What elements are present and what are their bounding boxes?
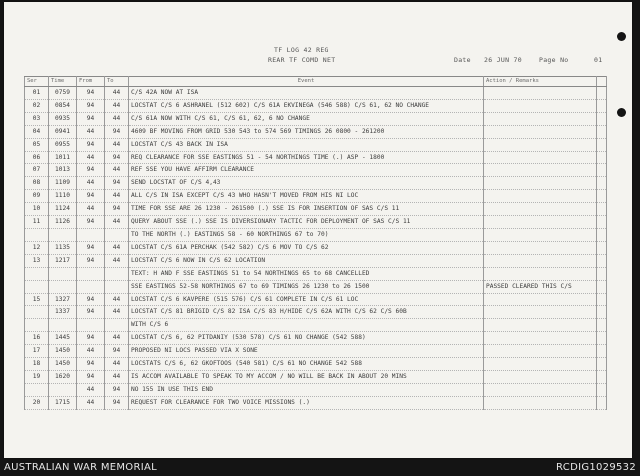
time-cell: 0759 bbox=[49, 87, 77, 100]
serial-cell bbox=[25, 280, 49, 293]
serial-cell: 11 bbox=[25, 216, 49, 229]
to-cell: 44 bbox=[105, 99, 129, 112]
blank-cell bbox=[597, 151, 607, 164]
from-cell: 44 bbox=[77, 383, 105, 396]
to-cell: 44 bbox=[105, 358, 129, 371]
remarks-cell bbox=[484, 254, 597, 267]
blank-cell bbox=[597, 254, 607, 267]
serial-cell: 01 bbox=[25, 87, 49, 100]
from-cell: 44 bbox=[77, 203, 105, 216]
serial-cell: 20 bbox=[25, 396, 49, 409]
remarks-cell bbox=[484, 203, 597, 216]
from-cell: 94 bbox=[77, 190, 105, 203]
date-value: 26 JUN 70 bbox=[484, 56, 522, 64]
blank-cell bbox=[597, 99, 607, 112]
header-extra bbox=[597, 77, 607, 87]
serial-cell: 02 bbox=[25, 99, 49, 112]
remarks-cell bbox=[484, 293, 597, 306]
serial-cell bbox=[25, 267, 49, 280]
to-cell: 44 bbox=[105, 138, 129, 151]
serial-cell bbox=[25, 319, 49, 332]
remarks-cell bbox=[484, 396, 597, 409]
remarks-cell bbox=[484, 99, 597, 112]
blank-cell bbox=[597, 138, 607, 151]
serial-cell: 16 bbox=[25, 332, 49, 345]
from-cell: 94 bbox=[77, 216, 105, 229]
table-row bbox=[25, 228, 607, 241]
remarks-cell bbox=[484, 358, 597, 371]
time-cell: 1110 bbox=[49, 190, 77, 203]
time-cell: 1450 bbox=[49, 345, 77, 358]
table-row bbox=[25, 241, 607, 254]
from-cell: 94 bbox=[77, 138, 105, 151]
to-cell: 44 bbox=[105, 370, 129, 383]
table-row bbox=[25, 280, 607, 293]
blank-cell bbox=[597, 293, 607, 306]
to-cell bbox=[105, 267, 129, 280]
from-cell: 94 bbox=[77, 293, 105, 306]
serial-cell: 18 bbox=[25, 358, 49, 371]
table-row bbox=[25, 138, 607, 151]
event-cell: LOCSTAT C/S 6 ASHRANEL (512 602) C/S 61A EKVINEGA (546 588) C/S 61, 62 NO CHANGE bbox=[129, 99, 484, 112]
serial-cell: 04 bbox=[25, 125, 49, 138]
time-cell bbox=[49, 280, 77, 293]
to-cell bbox=[105, 228, 129, 241]
remarks-cell bbox=[484, 306, 597, 319]
time-cell: 1450 bbox=[49, 358, 77, 371]
to-cell: 44 bbox=[105, 164, 129, 177]
serial-cell bbox=[25, 306, 49, 319]
to-cell: 44 bbox=[105, 332, 129, 345]
table-header-row bbox=[25, 77, 607, 87]
time-cell: 1715 bbox=[49, 396, 77, 409]
event-cell: LOCSTAT C/S 6, 62 PITDANIY (530 578) C/S 61 NO CHANGE (542 588) bbox=[129, 332, 484, 345]
time-cell: 1327 bbox=[49, 293, 77, 306]
to-cell: 44 bbox=[105, 216, 129, 229]
from-cell: 94 bbox=[77, 306, 105, 319]
serial-cell: 13 bbox=[25, 254, 49, 267]
time-cell: 1217 bbox=[49, 254, 77, 267]
blank-cell bbox=[597, 332, 607, 345]
event-cell: PROPOSED NI LOCS PASSED VIA X SONE bbox=[129, 345, 484, 358]
blank-cell bbox=[597, 280, 607, 293]
time-cell bbox=[49, 383, 77, 396]
to-cell bbox=[105, 280, 129, 293]
blank-cell bbox=[597, 125, 607, 138]
time-cell: 1445 bbox=[49, 332, 77, 345]
blank-cell bbox=[597, 87, 607, 100]
event-cell: SEND LOCSTAT OF C/S 4,43 bbox=[129, 177, 484, 190]
serial-cell: 15 bbox=[25, 293, 49, 306]
event-cell: REF SSE YOU HAVE AFFIRM CLEARANCE bbox=[129, 164, 484, 177]
event-cell: QUERY ABOUT SSE (.) SSE IS DIVERSIONARY TACTIC FOR DEPLOYMENT OF SAS C/S 11 bbox=[129, 216, 484, 229]
remarks-cell bbox=[484, 345, 597, 358]
table-row bbox=[25, 99, 607, 112]
from-cell: 44 bbox=[77, 396, 105, 409]
table-row bbox=[25, 293, 607, 306]
to-cell: 94 bbox=[105, 125, 129, 138]
table-row bbox=[25, 358, 607, 371]
to-cell: 94 bbox=[105, 396, 129, 409]
event-cell: NO 155 IN USE THIS END bbox=[129, 383, 484, 396]
serial-cell: 06 bbox=[25, 151, 49, 164]
table-row bbox=[25, 345, 607, 358]
remarks-cell bbox=[484, 370, 597, 383]
to-cell: 94 bbox=[105, 151, 129, 164]
time-cell: 1011 bbox=[49, 151, 77, 164]
remarks-cell bbox=[484, 383, 597, 396]
blank-cell bbox=[597, 358, 607, 371]
time-cell: 1135 bbox=[49, 241, 77, 254]
remarks-cell bbox=[484, 228, 597, 241]
from-cell: 94 bbox=[77, 87, 105, 100]
event-cell: SSE EASTINGS 52-58 NORTHINGS 67 to 69 TIMINGS 26 1230 to 26 1500 bbox=[129, 280, 484, 293]
from-cell: 94 bbox=[77, 112, 105, 125]
time-cell: 0854 bbox=[49, 99, 77, 112]
blank-cell bbox=[597, 203, 607, 216]
blank-cell bbox=[597, 396, 607, 409]
to-cell: 44 bbox=[105, 87, 129, 100]
punch-hole bbox=[617, 108, 626, 117]
remarks-cell bbox=[484, 87, 597, 100]
blank-cell bbox=[597, 216, 607, 229]
header-ser: Ser bbox=[25, 77, 49, 87]
time-cell: 1126 bbox=[49, 216, 77, 229]
time-cell bbox=[49, 228, 77, 241]
from-cell: 94 bbox=[77, 370, 105, 383]
table-row bbox=[25, 125, 607, 138]
log-body bbox=[25, 87, 607, 410]
serial-cell bbox=[25, 383, 49, 396]
from-cell: 44 bbox=[77, 345, 105, 358]
event-cell: WITH C/S 6 bbox=[129, 319, 484, 332]
punch-hole bbox=[617, 32, 626, 41]
blank-cell bbox=[597, 190, 607, 203]
blank-cell bbox=[597, 241, 607, 254]
remarks-cell bbox=[484, 125, 597, 138]
time-cell: 0941 bbox=[49, 125, 77, 138]
blank-cell bbox=[597, 383, 607, 396]
from-cell bbox=[77, 280, 105, 293]
time-cell: 1620 bbox=[49, 370, 77, 383]
time-cell bbox=[49, 267, 77, 280]
archive-name: AUSTRALIAN WAR MEMORIAL bbox=[4, 462, 157, 473]
blank-cell bbox=[597, 306, 607, 319]
to-cell: 44 bbox=[105, 254, 129, 267]
from-cell: 94 bbox=[77, 241, 105, 254]
from-cell: 44 bbox=[77, 125, 105, 138]
date-label: Date bbox=[454, 56, 471, 64]
page-number-value: 01 bbox=[594, 56, 603, 64]
table-row bbox=[25, 370, 607, 383]
from-cell bbox=[77, 319, 105, 332]
blank-cell bbox=[597, 177, 607, 190]
blank-cell bbox=[597, 112, 607, 125]
to-cell: 94 bbox=[105, 177, 129, 190]
remarks-cell bbox=[484, 177, 597, 190]
header-to: To bbox=[105, 77, 129, 87]
table-row bbox=[25, 254, 607, 267]
serial-cell: 17 bbox=[25, 345, 49, 358]
remarks-cell: PASSED CLEARED THIS C/S bbox=[484, 280, 597, 293]
table-row bbox=[25, 319, 607, 332]
unit-heading: TF LOG 42 REG bbox=[274, 46, 329, 54]
table-row bbox=[25, 203, 607, 216]
table-row bbox=[25, 190, 607, 203]
archive-reference: RCDIG1029532 bbox=[556, 462, 636, 473]
serial-cell: 19 bbox=[25, 370, 49, 383]
event-cell: C/S 61A NOW WITH C/S 61, C/S 61, 62, 6 NO CHANGE bbox=[129, 112, 484, 125]
time-cell: 0935 bbox=[49, 112, 77, 125]
log-table bbox=[24, 76, 607, 410]
remarks-cell bbox=[484, 241, 597, 254]
from-cell: 94 bbox=[77, 99, 105, 112]
remarks-cell bbox=[484, 151, 597, 164]
header-event: Event bbox=[129, 77, 484, 87]
event-cell: TO THE NORTH (.) EASTINGS 58 - 60 NORTHINGS 67 to 70) bbox=[129, 228, 484, 241]
from-cell: 94 bbox=[77, 254, 105, 267]
remarks-cell bbox=[484, 164, 597, 177]
blank-cell bbox=[597, 345, 607, 358]
to-cell: 44 bbox=[105, 306, 129, 319]
serial-cell: 10 bbox=[25, 203, 49, 216]
document-page bbox=[4, 2, 632, 458]
serial-cell: 05 bbox=[25, 138, 49, 151]
to-cell: 44 bbox=[105, 241, 129, 254]
to-cell bbox=[105, 319, 129, 332]
time-cell: 1124 bbox=[49, 203, 77, 216]
table-row bbox=[25, 306, 607, 319]
to-cell: 94 bbox=[105, 203, 129, 216]
time-cell: 0955 bbox=[49, 138, 77, 151]
event-cell: TIME FOR SSE ARE 26 1230 - 261500 (.) SSE IS FOR INSERTION OF SAS C/S 11 bbox=[129, 203, 484, 216]
table-row bbox=[25, 216, 607, 229]
from-cell: 94 bbox=[77, 164, 105, 177]
serial-cell: 12 bbox=[25, 241, 49, 254]
page-number-label: Page No bbox=[539, 56, 569, 64]
to-cell: 44 bbox=[105, 190, 129, 203]
time-cell: 1013 bbox=[49, 164, 77, 177]
blank-cell bbox=[597, 228, 607, 241]
event-cell: LOCSTATS C/S 6, 62 GKOFTOOS (540 581) C/S 61 NO CHANGE 542 588 bbox=[129, 358, 484, 371]
serial-cell: 08 bbox=[25, 177, 49, 190]
event-cell: TEXT: H AND F SSE EASTINGS 51 to 54 NORTHINGS 65 to 68 CANCELLED bbox=[129, 267, 484, 280]
to-cell: 44 bbox=[105, 112, 129, 125]
table-row bbox=[25, 383, 607, 396]
blank-cell bbox=[597, 370, 607, 383]
to-cell: 44 bbox=[105, 293, 129, 306]
serial-cell: 09 bbox=[25, 190, 49, 203]
remarks-cell bbox=[484, 267, 597, 280]
to-cell: 94 bbox=[105, 345, 129, 358]
event-cell: LOCSTAT C/S 6 KAVPERE (515 576) C/S 61 COMPLETE IN C/S 61 LOC bbox=[129, 293, 484, 306]
archive-footer bbox=[0, 459, 640, 476]
serial-cell: 03 bbox=[25, 112, 49, 125]
event-cell: LOCSTAT C/S 61A PERCHAK (542 582) C/S 6 MOV TO C/S 62 bbox=[129, 241, 484, 254]
event-cell: LOCSTAT C/S 43 BACK IN ISA bbox=[129, 138, 484, 151]
time-cell: 1109 bbox=[49, 177, 77, 190]
blank-cell bbox=[597, 319, 607, 332]
table-row bbox=[25, 396, 607, 409]
blank-cell bbox=[597, 267, 607, 280]
remarks-cell bbox=[484, 216, 597, 229]
event-cell: 4609 BF MOVING FROM GRID 530 543 to 574 569 TIMINGS 26 0800 - 261200 bbox=[129, 125, 484, 138]
from-cell: 94 bbox=[77, 332, 105, 345]
remarks-cell bbox=[484, 190, 597, 203]
document-title: REAR TF COMD NET bbox=[268, 56, 336, 64]
remarks-cell bbox=[484, 138, 597, 151]
time-cell bbox=[49, 319, 77, 332]
from-cell: 94 bbox=[77, 358, 105, 371]
header-remarks: Action / Remarks bbox=[484, 77, 597, 87]
header-time: Time bbox=[49, 77, 77, 87]
event-cell: C/S 42A NOW AT ISA bbox=[129, 87, 484, 100]
table-row bbox=[25, 164, 607, 177]
table-row bbox=[25, 87, 607, 100]
table-row bbox=[25, 151, 607, 164]
blank-cell bbox=[597, 164, 607, 177]
serial-cell: 07 bbox=[25, 164, 49, 177]
table-row bbox=[25, 267, 607, 280]
time-cell: 1337 bbox=[49, 306, 77, 319]
event-cell: LOCSTAT C/S 81 BRIGID C/S 82 ISA C/S 83 H/HIDE C/S 62A WITH C/S 62 C/S 60B bbox=[129, 306, 484, 319]
serial-cell bbox=[25, 228, 49, 241]
remarks-cell bbox=[484, 319, 597, 332]
from-cell bbox=[77, 267, 105, 280]
from-cell: 44 bbox=[77, 177, 105, 190]
table-row bbox=[25, 112, 607, 125]
event-cell: LOCSTAT C/S 6 NOW IN C/S 62 LOCATION bbox=[129, 254, 484, 267]
event-cell: REQ CLEARANCE FOR SSE EASTINGS 51 - 54 NORTHINGS TIME (.) ASP - 1800 bbox=[129, 151, 484, 164]
event-cell: REQUEST FOR CLEARANCE FOR TWO VOICE MISSIONS (.) bbox=[129, 396, 484, 409]
event-cell: IS ACCOM AVAILABLE TO SPEAK TO MY ACCOM / NO WILL BE BACK IN ABOUT 20 MINS bbox=[129, 370, 484, 383]
table-row bbox=[25, 332, 607, 345]
to-cell: 94 bbox=[105, 383, 129, 396]
from-cell bbox=[77, 228, 105, 241]
header-from: From bbox=[77, 77, 105, 87]
remarks-cell bbox=[484, 112, 597, 125]
from-cell: 44 bbox=[77, 151, 105, 164]
table-row bbox=[25, 177, 607, 190]
event-cell: ALL C/S IN ISA EXCEPT C/S 43 WHO HASN'T MOVED FROM HIS NI LOC bbox=[129, 190, 484, 203]
remarks-cell bbox=[484, 332, 597, 345]
